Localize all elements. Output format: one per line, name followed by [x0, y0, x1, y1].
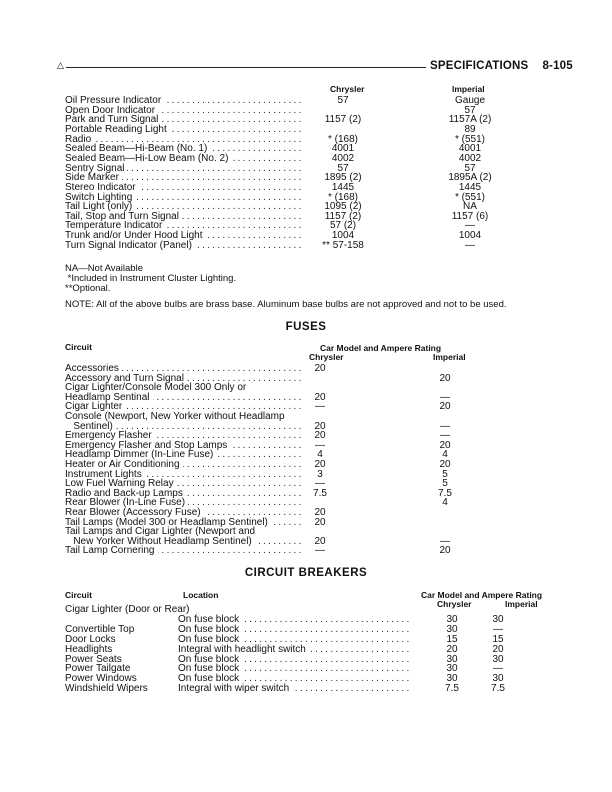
chrysler-value: 1095 (2) — [324, 201, 362, 213]
imperial-value: 20 — [439, 372, 451, 384]
chrysler-value: 20 — [314, 507, 326, 518]
fuses-col-group: Car Model and Ampere Rating — [320, 343, 442, 353]
bulbs-col-imperial: Imperial — [452, 84, 485, 94]
imperial-value: * (551) — [454, 191, 485, 203]
bulb-label: Temperature Indicator — [65, 221, 165, 231]
fuses-heading: FUSES — [285, 321, 327, 333]
breakers-col-imperial: Imperial — [505, 599, 538, 609]
bulb-label: Open Door Indicator — [65, 106, 158, 116]
breaker-circuit: Power Windows — [65, 673, 137, 685]
imperial-value: 1157A (2) — [448, 114, 492, 126]
chrysler-value: 30 — [446, 613, 458, 625]
chrysler-value: ** 57-158 — [322, 239, 364, 251]
bulb-label: Sealed Beam—Hi-Low Beam (No. 2) — [65, 154, 231, 164]
imperial-value: — — [465, 239, 475, 251]
breaker-location: On fuse block — [178, 625, 242, 635]
chrysler-value: — — [315, 439, 325, 451]
breakers-col-circuit: Circuit — [65, 590, 92, 600]
breakers-col-group: Car Model and Ampere Rating — [421, 590, 543, 600]
fuse-circuit-label: Cigar Lighter/Console Model 300 Only or — [65, 383, 249, 393]
fuse-circuit-label: Cigar Lighter — [65, 402, 125, 412]
fuses-col-imperial: Imperial — [433, 352, 466, 362]
imperial-value: — — [440, 535, 450, 547]
imperial-value: NA — [463, 201, 477, 213]
chrysler-value: 1004 — [331, 230, 355, 242]
breakers-col-location: Location — [183, 590, 219, 600]
fuse-circuit-label: Headlamp Dimmer (In-Line Fuse) — [65, 450, 216, 460]
chrysler-value: 20 — [314, 535, 326, 547]
table-row — [65, 645, 565, 655]
fuse-circuit-label: Instrument Lights — [65, 470, 145, 480]
chrysler-value: 3 — [317, 468, 323, 480]
imperial-value: 15 — [492, 633, 504, 645]
breaker-circuit: Door Locks — [65, 633, 116, 645]
imperial-value: 1157 (6) — [451, 210, 489, 222]
imperial-value: 30 — [492, 613, 504, 625]
bulb-label: Switch Lighting — [65, 193, 135, 203]
fuse-circuit-label: Accessories — [65, 364, 122, 374]
chrysler-value: — — [315, 401, 325, 413]
imperial-value: 57 — [464, 104, 476, 116]
imperial-value: 1004 — [458, 230, 482, 242]
header-rule — [66, 67, 426, 68]
fuse-circuit-label: Emergency Flasher and Stop Lamps — [65, 441, 230, 451]
fuse-circuit-label: Tail Lamp Cornering — [65, 546, 158, 556]
chrysler-value: 1157 (2) — [324, 114, 362, 126]
chrysler-value: 20 — [314, 516, 326, 528]
breaker-circuit: Power Seats — [65, 653, 122, 665]
imperial-value: 4 — [442, 497, 448, 509]
imperial-value: * (551) — [454, 133, 485, 145]
bulb-note: NOTE: All of the above bulbs are brass base. Aluminum base bulbs are not approved and not to be used. — [65, 299, 507, 310]
bulb-label: Portable Reading Light — [65, 125, 170, 135]
table-row — [65, 125, 565, 135]
triangle-icon: △ — [57, 60, 64, 70]
bulb-label: Sentry Signal — [65, 164, 127, 174]
imperial-value: — — [440, 391, 450, 403]
imperial-value: 20 — [439, 545, 451, 557]
breaker-location: Integral with wiper switch — [178, 684, 292, 694]
footnote: **Optional. — [65, 283, 111, 294]
fuse-circuit-label: Low Fuel Warning Relay — [65, 479, 177, 489]
bulb-label: Stereo Indicator — [65, 183, 139, 193]
imperial-value: — — [465, 220, 475, 232]
page-header — [430, 60, 573, 72]
imperial-value: — — [440, 420, 450, 432]
breaker-circuit: Power Tailgate — [65, 663, 131, 675]
chrysler-value: 30 — [446, 623, 458, 635]
chrysler-value: — — [315, 478, 325, 490]
bulb-label: Oil Pressure Indicator — [65, 96, 164, 106]
footnote: NA—Not Available — [65, 263, 143, 274]
chrysler-value: 57 — [337, 95, 349, 106]
imperial-value: 4001 — [458, 143, 482, 155]
fuse-circuit-label: Emergency Flasher — [65, 431, 155, 441]
chrysler-value: 4002 — [331, 152, 355, 164]
bulbs-col-chrysler: Chrysler — [330, 84, 365, 94]
breaker-circuit: Windshield Wipers — [65, 683, 148, 695]
imperial-value: 5 — [442, 468, 448, 480]
fuses-col-circuit: Circuit — [65, 342, 92, 352]
table-row — [65, 546, 565, 556]
table-row — [65, 605, 565, 615]
chrysler-value: 4001 — [331, 143, 355, 155]
bulb-label: Side Marker — [65, 173, 122, 183]
fuse-circuit-label: Accessory and Turn Signal — [65, 374, 187, 384]
table-row — [65, 615, 565, 625]
imperial-value: 89 — [464, 123, 476, 135]
imperial-value: 20 — [439, 459, 451, 470]
imperial-value: 1895A (2) — [448, 172, 492, 184]
chrysler-value: 30 — [446, 663, 458, 675]
imperial-value: 30 — [492, 653, 504, 665]
footnote: *Included in Instrument Cluster Lighting. — [65, 273, 237, 284]
chrysler-value: 57 (2) — [329, 220, 357, 232]
fuse-circuit-label: New Yorker Without Headlamp Sentinel) — [65, 537, 255, 547]
table-row — [65, 154, 565, 164]
chrysler-value: 4 — [317, 449, 323, 461]
imperial-value: 7.5 — [438, 487, 452, 499]
chrysler-value: 20 — [314, 459, 326, 470]
breaker-circuit: Cigar Lighter (Door or Rear) — [65, 604, 190, 615]
chrysler-value: 15 — [446, 633, 458, 645]
imperial-value: — — [493, 623, 503, 635]
breakers-heading: CIRCUIT BREAKERS — [244, 567, 368, 579]
chrysler-value: 1445 — [331, 181, 355, 193]
imperial-value: 4002 — [458, 152, 482, 164]
table-row — [65, 173, 565, 183]
fuse-circuit-label: Rear Blower (In-Line Fuse) — [65, 498, 188, 508]
table-row — [65, 664, 565, 674]
bulb-label: Tail, Stop and Turn Signal — [65, 212, 182, 222]
fuse-circuit-label: Console (Newport, New Yorker without Headlamp — [65, 412, 288, 422]
imperial-value: 20 — [439, 439, 451, 451]
imperial-value: — — [493, 663, 503, 675]
breaker-location: On fuse block — [178, 674, 242, 684]
chrysler-value: 7.5 — [313, 487, 327, 499]
chrysler-value: 30 — [446, 653, 458, 665]
imperial-value: 20 — [439, 401, 451, 413]
imperial-value: 5 — [442, 478, 448, 490]
fuse-circuit-label: Heater or Air Conditioning — [65, 460, 183, 470]
breaker-location: On fuse block — [178, 635, 242, 645]
breaker-location: On fuse block — [178, 655, 242, 665]
table-row — [65, 193, 565, 203]
fuse-circuit-label: Tail Lamps (Model 300 or Headlamp Sentinel) — [65, 518, 271, 528]
imperial-value: 30 — [492, 673, 504, 685]
imperial-value: — — [440, 430, 450, 442]
chrysler-value: 7.5 — [445, 683, 459, 695]
imperial-value: Gauge — [454, 95, 486, 106]
page-number: 8-105 — [542, 60, 573, 72]
table-row — [65, 625, 565, 635]
fuse-circuit-label: Radio and Back-up Lamps — [65, 489, 186, 499]
imperial-value: 57 — [464, 162, 476, 174]
chrysler-value: 20 — [314, 363, 326, 374]
breaker-location: Integral with headlight switch — [178, 645, 309, 655]
chrysler-value: 20 — [446, 643, 458, 655]
table-row — [65, 655, 565, 665]
bulb-label: Tail Light (only) — [65, 202, 135, 212]
table-row — [65, 183, 565, 193]
breaker-circuit: Headlights — [65, 643, 113, 655]
imperial-value: 1445 — [458, 181, 482, 193]
chrysler-value: 20 — [314, 391, 326, 403]
table-row — [65, 684, 565, 694]
chrysler-value: 1157 (2) — [324, 210, 362, 222]
bulb-label: Turn Signal Indicator (Panel) — [65, 241, 195, 251]
imperial-value: 7.5 — [491, 683, 505, 695]
chrysler-value: — — [315, 545, 325, 557]
breaker-circuit: Convertible Top — [65, 623, 135, 635]
breaker-location: On fuse block — [178, 615, 242, 625]
fuse-circuit-label: Rear Blower (Accessory Fuse) — [65, 508, 204, 518]
chrysler-value: 30 — [446, 673, 458, 685]
bulb-label: Park and Turn Signal — [65, 115, 161, 125]
fuse-circuit-label: Headlamp Sentinal — [65, 393, 153, 403]
breaker-location: On fuse block — [178, 664, 242, 674]
imperial-value: 4 — [442, 449, 448, 461]
chrysler-value: 20 — [314, 430, 326, 442]
section-title: SPECIFICATIONS — [430, 60, 529, 72]
chrysler-value: 57 — [337, 162, 349, 174]
table-row — [65, 635, 565, 645]
bulb-label: Trunk and/or Under Hood Light — [65, 231, 206, 241]
table-row — [65, 241, 565, 251]
bulb-label: Sealed Beam—Hi-Beam (No. 1) — [65, 144, 210, 154]
chrysler-value: 20 — [314, 420, 326, 432]
fuse-circuit-label: Tail Lamps and Cigar Lighter (Newport and — [65, 527, 258, 537]
chrysler-value: * (168) — [327, 191, 358, 203]
breakers-col-chrysler: Chrysler — [437, 599, 472, 609]
chrysler-value: * (168) — [327, 133, 358, 145]
bulb-label: Radio — [65, 135, 94, 145]
imperial-value: 20 — [492, 643, 504, 655]
chrysler-value: 1895 (2) — [324, 172, 362, 184]
fuse-circuit-label: Sentinel) — [65, 422, 116, 432]
fuses-col-chrysler: Chrysler — [309, 352, 344, 362]
